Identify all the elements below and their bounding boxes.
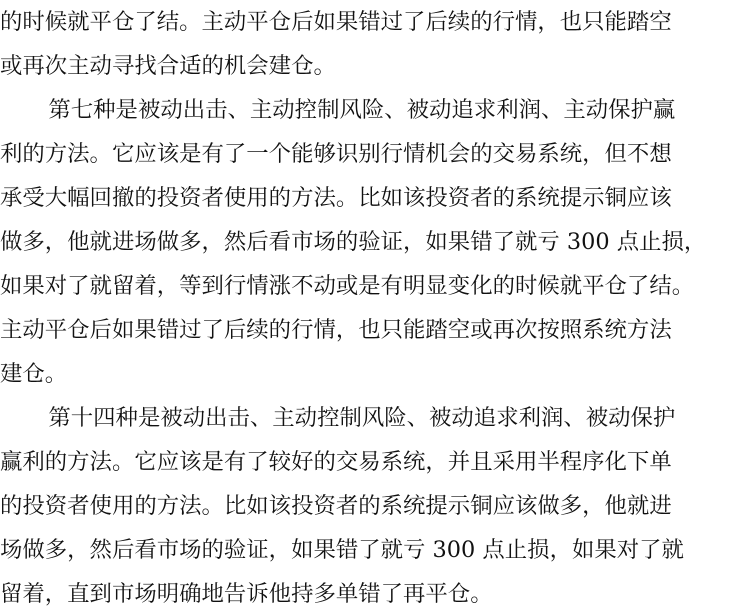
text-line: 的投资者使用的方法。比如该投资者的系统提示铜应该做多，他就进 (0, 493, 672, 519)
text-line: 或再次主动寻找合适的机会建仓。 (0, 53, 336, 79)
text-line: 留着，直到市场明确地告诉他持多单错了再平仓。 (0, 581, 493, 607)
text-line: 做多，他就进场做多，然后看市场的验证，如果错了就亏 300 点止损， (0, 229, 707, 255)
text-line: 如果对了就留着，等到行情涨不动或是有明显变化的时候就平仓了结。 (0, 273, 695, 299)
text-line: 第十四种是被动出击、主动控制风险、被动追求利润、被动保护 (26, 405, 676, 431)
text-line: 利的方法。它应该是有了一个能够识别行情机会的交易系统，但不想 (0, 141, 672, 167)
text-line: 的时候就平仓了结。主动平仓后如果错过了后续的行情，也只能踏空 (0, 9, 672, 35)
text-line: 场做多，然后看市场的验证，如果错了就亏 300 点止损，如果对了就 (0, 537, 684, 563)
text-line: 主动平仓后如果错过了后续的行情，也只能踏空或再次按照系统方法 (0, 317, 672, 343)
text-line: 建仓。 (0, 361, 68, 387)
text-line: 第七种是被动出击、主动控制风险、被动追求利润、主动保护赢 (26, 97, 676, 123)
text-line: 承受大幅回撤的投资者使用的方法。比如该投资者的系统提示铜应该 (0, 185, 672, 211)
text-line: 赢利的方法。它应该是有了较好的交易系统，并且采用半程序化下单 (0, 449, 672, 475)
